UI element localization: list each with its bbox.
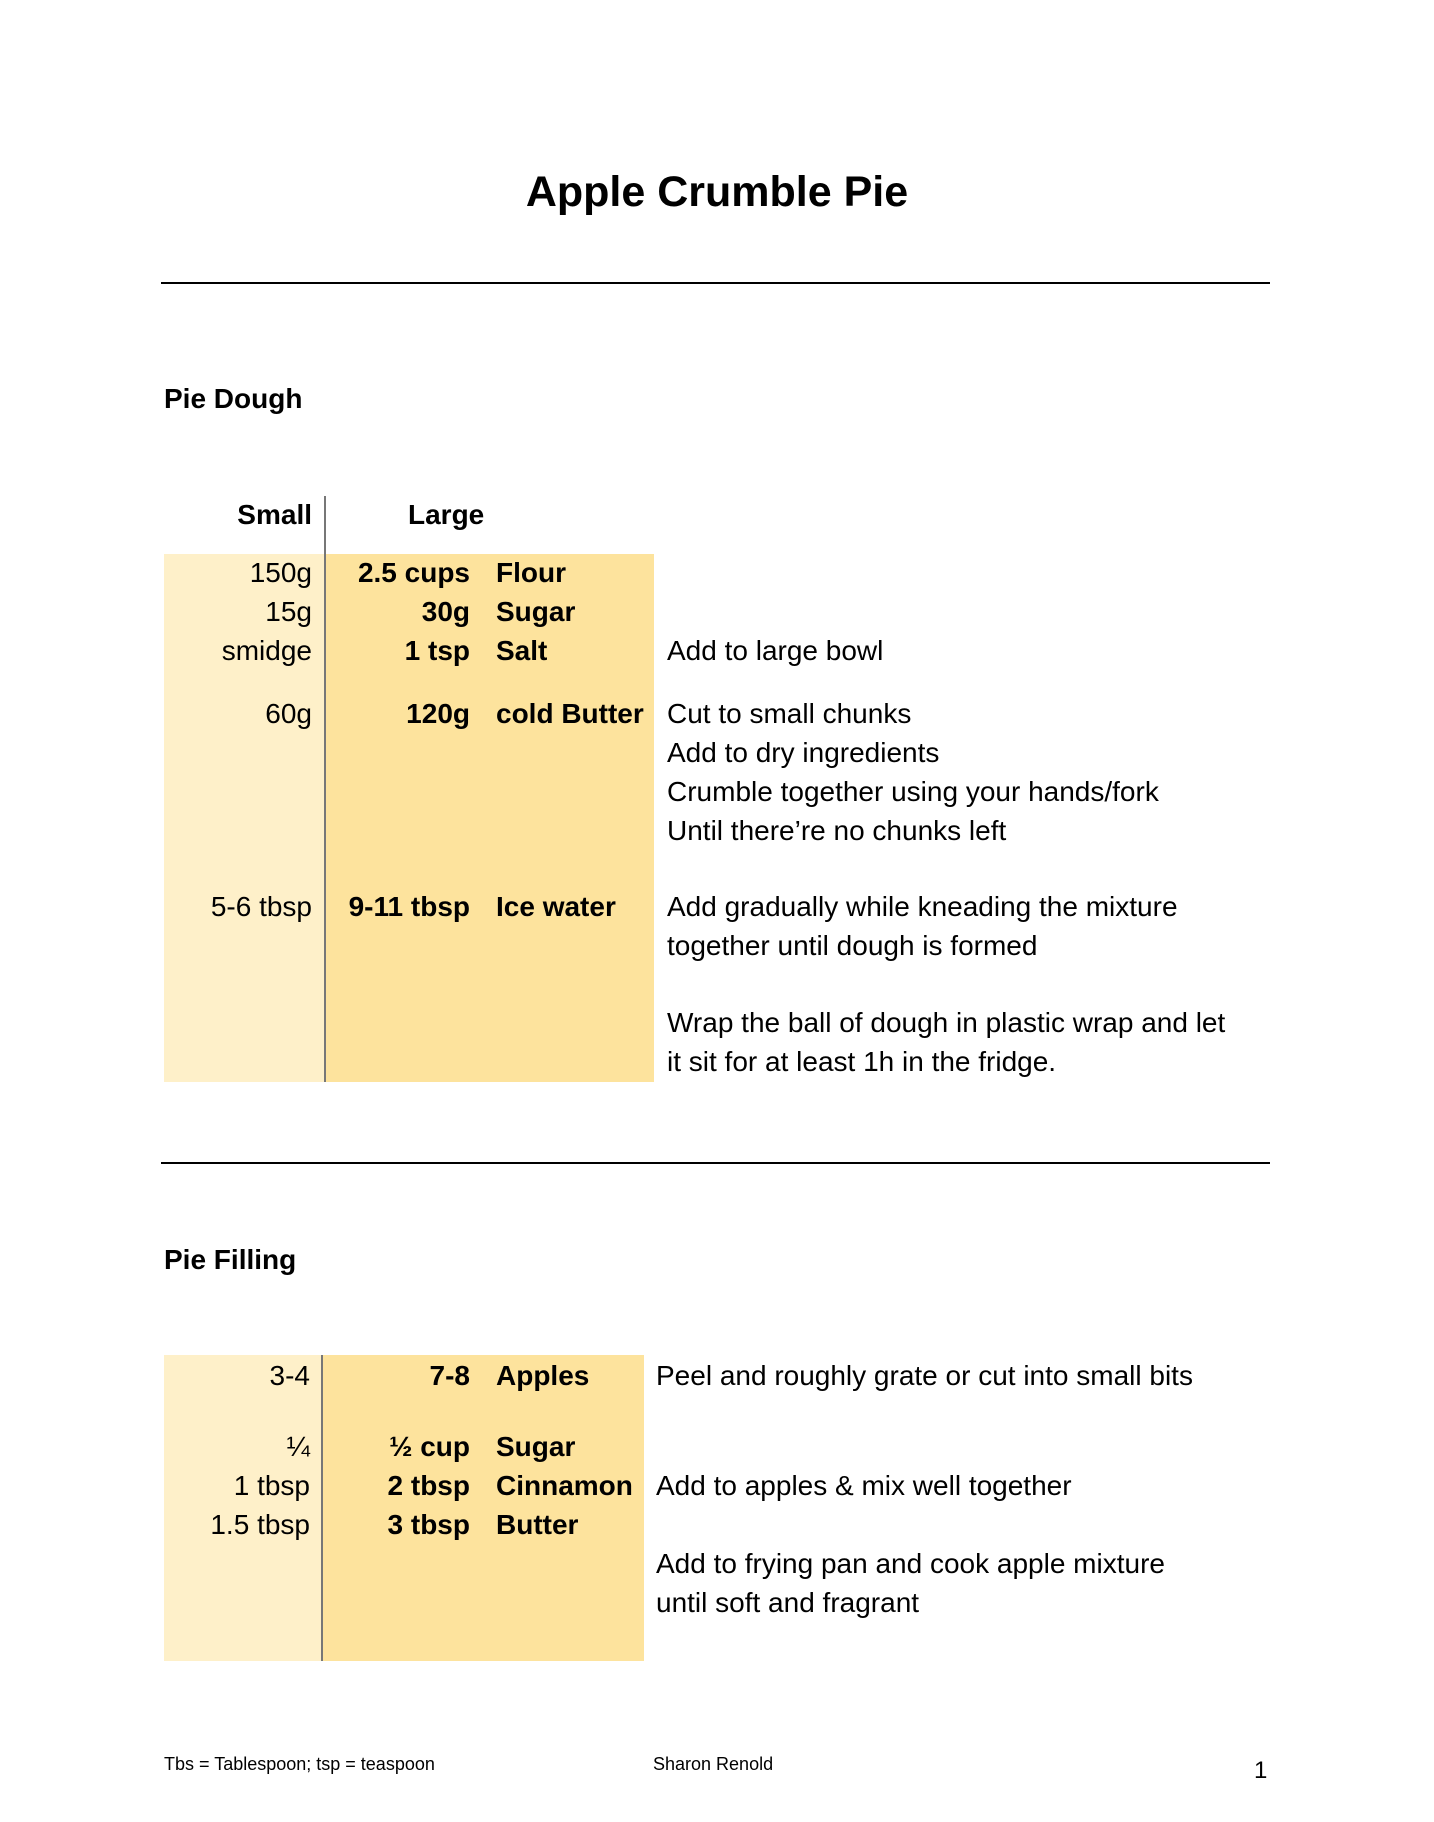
column-divider — [321, 1355, 323, 1661]
ingredient-name: Cinnamon — [496, 1470, 633, 1501]
small-amount: 150g — [249, 557, 312, 588]
ingredient-name: Flour — [496, 557, 566, 588]
footer-abbreviations: Tbs = Tablespoon; tsp = teaspoon — [164, 1754, 435, 1774]
small-amount: 3-4 — [269, 1360, 310, 1391]
section-title-dough: Pie Dough — [164, 383, 303, 414]
instruction-line: Add to apples & mix well together — [656, 1470, 1072, 1501]
ingredient-name: Salt — [496, 635, 548, 666]
large-amount: 2.5 cups — [357, 557, 470, 588]
large-amount: 2 tbsp — [387, 1470, 470, 1501]
ingredient-name: Ice water — [496, 891, 616, 922]
instruction-line: Wrap the ball of dough in plastic wrap and let — [667, 1007, 1226, 1038]
section-divider — [161, 1162, 1270, 1164]
small-amount: 15g — [265, 596, 312, 627]
large-amount: 30g — [421, 596, 470, 627]
instruction-line: Add gradually while kneading the mixture — [667, 891, 1178, 922]
instruction-line: Peel and roughly grate or cut into small bits — [656, 1360, 1193, 1391]
large-amount: 9-11 tbsp — [348, 891, 470, 922]
page-number: 1 — [1254, 1757, 1268, 1784]
small-amount: smidge — [221, 635, 312, 666]
instruction-line: Add to frying pan and cook apple mixture — [656, 1548, 1165, 1579]
page-title: Apple Crumble Pie — [525, 168, 909, 216]
ingredient-name: Sugar — [496, 1431, 576, 1462]
column-header-large: Large — [408, 499, 485, 530]
large-amount: 7-8 — [429, 1360, 470, 1391]
small-amount: 5-6 tbsp — [210, 891, 312, 922]
ingredient-name: Butter — [496, 1509, 579, 1540]
column-divider — [324, 496, 326, 1082]
section-title-filling: Pie Filling — [164, 1244, 297, 1275]
small-amount: ¼ — [286, 1431, 310, 1462]
ingredient-name: cold Butter — [496, 698, 644, 729]
footer-author: Sharon Renold — [653, 1754, 774, 1774]
large-amount: 120g — [406, 698, 470, 729]
small-amount: 1.5 tbsp — [210, 1509, 310, 1540]
instruction-line: Until there’re no chunks left — [667, 815, 1007, 846]
small-amount: 60g — [265, 698, 312, 729]
instruction-line: until soft and fragrant — [656, 1587, 920, 1618]
instruction-line: Add to dry ingredients — [667, 737, 940, 768]
large-amount: ½ cup — [389, 1431, 470, 1462]
column-header-small: Small — [237, 499, 312, 530]
instruction-line: Crumble together using your hands/fork — [667, 776, 1159, 807]
small-amount: 1 tbsp — [233, 1470, 310, 1501]
title-divider — [161, 282, 1270, 284]
large-amount: 3 tbsp — [387, 1509, 470, 1540]
instruction-line: it sit for at least 1h in the fridge. — [667, 1046, 1057, 1077]
instruction-line: Add to large bowl — [667, 635, 884, 666]
large-amount: 1 tsp — [404, 635, 470, 666]
ingredient-name: Sugar — [496, 596, 576, 627]
instruction-line: together until dough is formed — [667, 930, 1038, 961]
instruction-line: Cut to small chunks — [667, 698, 912, 729]
ingredient-name: Apples — [496, 1360, 590, 1391]
